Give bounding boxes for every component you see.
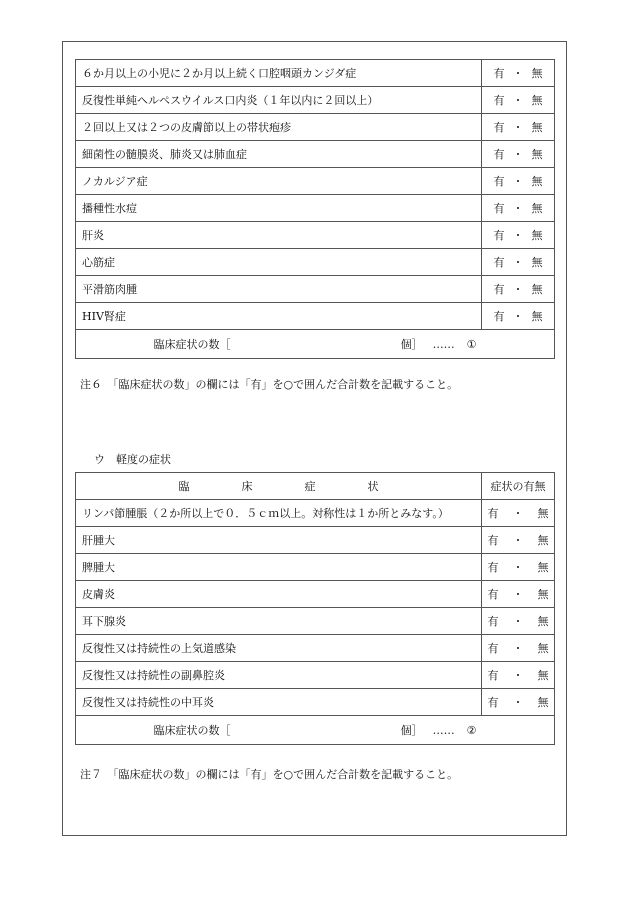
separator-dot: ・ bbox=[512, 669, 524, 682]
no-option[interactable]: 無 bbox=[537, 507, 549, 520]
symptom-cell: 肝炎 bbox=[76, 222, 482, 249]
yes-option[interactable]: 有 bbox=[487, 534, 499, 547]
symptom-cell: 反復性単純ヘルペスウイルス口内炎（１年以内に２回以上） bbox=[76, 87, 482, 114]
no-option[interactable]: 無 bbox=[531, 283, 543, 296]
separator-dot: ・ bbox=[512, 561, 524, 574]
table-row bbox=[76, 554, 555, 581]
count-row-2 bbox=[76, 716, 555, 745]
yes-no-cell[interactable] bbox=[482, 554, 555, 581]
no-option[interactable]: 無 bbox=[537, 588, 549, 601]
count-cell bbox=[76, 330, 555, 359]
table-row bbox=[76, 303, 555, 330]
separator-dot: ・ bbox=[512, 507, 524, 520]
separator-dot: ・ bbox=[512, 615, 524, 628]
symptom-cell: リンパ節腫脹（２か所以上で０．５ｃｍ以上。対称性は１か所とみなす。） bbox=[76, 500, 482, 527]
yes-no-cell[interactable] bbox=[482, 608, 555, 635]
no-option[interactable]: 無 bbox=[531, 310, 543, 323]
yes-option[interactable]: 有 bbox=[493, 310, 505, 323]
no-option[interactable]: 無 bbox=[531, 94, 543, 107]
count-dots: …… bbox=[432, 337, 455, 351]
yes-option[interactable]: 有 bbox=[487, 642, 499, 655]
yes-no-cell[interactable] bbox=[482, 87, 555, 114]
no-option[interactable]: 無 bbox=[537, 561, 549, 574]
yes-no-cell[interactable] bbox=[482, 662, 555, 689]
header-symptoms: 臨 床 症 状 bbox=[76, 473, 482, 500]
symptom-cell: ２回以上又は２つの皮膚節以上の帯状疱疹 bbox=[76, 114, 482, 141]
separator-dot: ・ bbox=[512, 67, 524, 80]
table-row bbox=[76, 141, 555, 168]
symptom-cell: 播種性水痘 bbox=[76, 195, 482, 222]
symptom-cell: ノカルジア症 bbox=[76, 168, 482, 195]
separator-dot: ・ bbox=[512, 229, 524, 242]
severe-symptoms-table bbox=[75, 59, 555, 359]
table-row bbox=[76, 635, 555, 662]
table-row bbox=[76, 60, 555, 87]
no-option[interactable]: 無 bbox=[537, 615, 549, 628]
separator-dot: ・ bbox=[512, 94, 524, 107]
yes-option[interactable]: 有 bbox=[493, 202, 505, 215]
yes-no-cell[interactable] bbox=[482, 276, 555, 303]
symptom-cell: 反復性又は持続性の上気道感染 bbox=[76, 635, 482, 662]
symptom-cell: ６か月以上の小児に２か月以上続く口腔咽頭カンジダ症 bbox=[76, 60, 482, 87]
table-row bbox=[76, 689, 555, 716]
yes-option[interactable]: 有 bbox=[493, 283, 505, 296]
symptom-cell: HIV腎症 bbox=[76, 303, 482, 330]
yes-option[interactable]: 有 bbox=[493, 121, 505, 134]
table-row bbox=[76, 581, 555, 608]
separator-dot: ・ bbox=[512, 588, 524, 601]
no-option[interactable]: 無 bbox=[537, 669, 549, 682]
no-option[interactable]: 無 bbox=[531, 229, 543, 242]
table-row bbox=[76, 500, 555, 527]
count-number: ② bbox=[466, 723, 477, 737]
yes-no-cell[interactable] bbox=[482, 141, 555, 168]
separator-dot: ・ bbox=[512, 534, 524, 547]
no-option[interactable]: 無 bbox=[531, 256, 543, 269]
yes-no-cell[interactable] bbox=[482, 581, 555, 608]
yes-option[interactable]: 有 bbox=[487, 669, 499, 682]
count-row-1 bbox=[76, 330, 555, 359]
table-row bbox=[76, 527, 555, 554]
note-6: 注６ 「臨床症状の数」の欄には「有」を○で囲んだ合計数を記載すること。 bbox=[80, 378, 459, 391]
separator-dot: ・ bbox=[512, 310, 524, 323]
yes-option[interactable]: 有 bbox=[493, 229, 505, 242]
no-option[interactable]: 無 bbox=[531, 175, 543, 188]
yes-no-cell[interactable] bbox=[482, 527, 555, 554]
separator-dot: ・ bbox=[512, 121, 524, 134]
symptom-cell: 心筋症 bbox=[76, 249, 482, 276]
count-label: 臨床症状の数［ bbox=[153, 338, 231, 351]
yes-no-cell[interactable] bbox=[482, 249, 555, 276]
yes-no-cell[interactable] bbox=[482, 60, 555, 87]
no-option[interactable]: 無 bbox=[537, 534, 549, 547]
no-option[interactable]: 無 bbox=[531, 67, 543, 80]
table-row bbox=[76, 249, 555, 276]
table-row bbox=[76, 195, 555, 222]
symptom-cell: 耳下腺炎 bbox=[76, 608, 482, 635]
table-row bbox=[76, 87, 555, 114]
count-dots: …… bbox=[432, 723, 455, 737]
yes-no-cell[interactable] bbox=[482, 222, 555, 249]
separator-dot: ・ bbox=[512, 202, 524, 215]
no-option[interactable]: 無 bbox=[537, 642, 549, 655]
yes-option[interactable]: 有 bbox=[487, 615, 499, 628]
yes-no-cell[interactable] bbox=[482, 195, 555, 222]
symptom-cell: 肝腫大 bbox=[76, 527, 482, 554]
section-title: ウ 軽度の症状 bbox=[94, 453, 171, 466]
count-label: 臨床症状の数［ bbox=[153, 724, 231, 737]
no-option[interactable]: 無 bbox=[537, 696, 549, 709]
yes-option[interactable]: 有 bbox=[493, 148, 505, 161]
no-option[interactable]: 無 bbox=[531, 148, 543, 161]
symptom-cell: 皮膚炎 bbox=[76, 581, 482, 608]
table-header-row bbox=[76, 473, 555, 500]
yes-no-cell[interactable] bbox=[482, 689, 555, 716]
yes-option[interactable]: 有 bbox=[487, 588, 499, 601]
symptom-cell: 反復性又は持続性の副鼻腔炎 bbox=[76, 662, 482, 689]
separator-dot: ・ bbox=[512, 256, 524, 269]
yes-option[interactable]: 有 bbox=[493, 256, 505, 269]
yes-option[interactable]: 有 bbox=[493, 175, 505, 188]
yes-option[interactable]: 有 bbox=[493, 67, 505, 80]
no-option[interactable]: 無 bbox=[531, 202, 543, 215]
yes-no-cell[interactable] bbox=[482, 635, 555, 662]
note-7: 注７ 「臨床症状の数」の欄には「有」を○で囲んだ合計数を記載すること。 bbox=[80, 768, 459, 781]
mild-symptoms-table bbox=[75, 472, 555, 745]
count-unit: 個］ bbox=[400, 724, 423, 737]
separator-dot: ・ bbox=[512, 642, 524, 655]
yes-no-cell[interactable] bbox=[482, 168, 555, 195]
yes-option[interactable]: 有 bbox=[487, 561, 499, 574]
yes-no-cell[interactable] bbox=[482, 500, 555, 527]
yes-option[interactable]: 有 bbox=[493, 94, 505, 107]
separator-dot: ・ bbox=[512, 283, 524, 296]
table-row bbox=[76, 662, 555, 689]
header-presence: 症状の有無 bbox=[482, 473, 555, 500]
symptom-cell: 平滑筋肉腫 bbox=[76, 276, 482, 303]
yes-no-cell[interactable] bbox=[482, 114, 555, 141]
table-row bbox=[76, 608, 555, 635]
symptom-cell: 反復性又は持続性の中耳炎 bbox=[76, 689, 482, 716]
table-row bbox=[76, 276, 555, 303]
count-number: ① bbox=[466, 337, 477, 351]
table-row bbox=[76, 222, 555, 249]
symptom-cell: 脾腫大 bbox=[76, 554, 482, 581]
yes-option[interactable]: 有 bbox=[487, 507, 499, 520]
separator-dot: ・ bbox=[512, 148, 524, 161]
symptom-cell: 細菌性の髄膜炎、肺炎又は肺血症 bbox=[76, 141, 482, 168]
table-row bbox=[76, 114, 555, 141]
table-row bbox=[76, 168, 555, 195]
yes-option[interactable]: 有 bbox=[487, 696, 499, 709]
yes-no-cell[interactable] bbox=[482, 303, 555, 330]
separator-dot: ・ bbox=[512, 175, 524, 188]
no-option[interactable]: 無 bbox=[531, 121, 543, 134]
count-cell bbox=[76, 716, 555, 745]
count-unit: 個］ bbox=[400, 338, 423, 351]
separator-dot: ・ bbox=[512, 696, 524, 709]
